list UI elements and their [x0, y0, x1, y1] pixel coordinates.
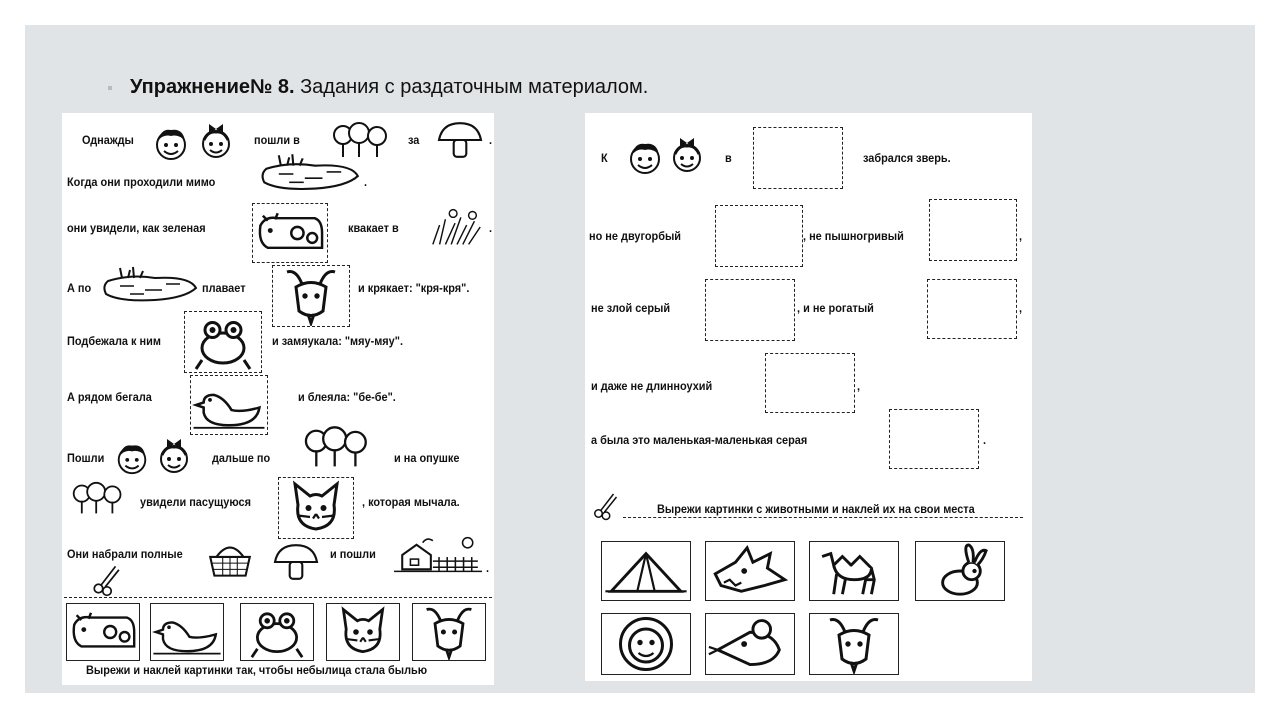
text-i-poshli: и пошли [330, 549, 376, 561]
mushroom-picture-2 [268, 541, 324, 583]
cutout-cow[interactable] [66, 603, 140, 661]
paste-slot-cat[interactable] [278, 477, 354, 539]
text-na-opushke: и на опушке [394, 453, 460, 465]
text-podbezhala: Подбежала к ним [67, 336, 161, 348]
paste-slot-camel[interactable] [715, 205, 803, 267]
text-comma-3: , [857, 381, 861, 393]
sheet1-footer: Вырежи и наклей картинки так, чтобы небылица стала былью [86, 665, 428, 677]
text-ryadom-begala: А рядом бегала [67, 392, 152, 404]
paste-slot-place[interactable] [753, 127, 843, 189]
worksheet-right [585, 113, 1032, 681]
paste-slot-lion[interactable] [929, 199, 1017, 261]
text-dlinnoukhii: и даже не длинноухий [591, 381, 713, 393]
trees-picture-2 [66, 481, 130, 517]
text-bleyala: и блеяла: "бе-бе". [298, 392, 396, 404]
basket-picture [204, 537, 256, 581]
text-kogda: Когда они проходили мимо [67, 177, 216, 189]
text-a-po: А по [67, 283, 92, 295]
text-za: за [408, 135, 420, 147]
text-pyshnogrivyi: , не пышногривый [803, 231, 904, 243]
cutout-goat-2[interactable] [809, 613, 899, 675]
text-k: К [601, 153, 608, 165]
pond-picture-2 [100, 263, 200, 309]
text-period-1: . [489, 135, 493, 147]
cutout-goat[interactable] [412, 603, 486, 661]
text-dvugorbyi: но не двугорбый [589, 231, 682, 243]
cutout-mouse[interactable] [705, 613, 795, 675]
text-zabralsya: забрался зверь. [863, 153, 951, 165]
cut-line-2 [623, 517, 1023, 518]
paste-slot-goat[interactable] [272, 265, 350, 327]
text-zloi-seryi: не злой серый [591, 303, 671, 315]
text-kryakaet: и крякает: "кря-кря". [358, 283, 470, 295]
text-poshli: Пошли [67, 453, 105, 465]
text-odnazhdy: Однажды [82, 135, 134, 147]
scissors-icon [90, 563, 124, 597]
scissors-icon-2 [591, 489, 621, 523]
cutout-camel[interactable] [809, 541, 899, 601]
text-period-3: . [489, 223, 493, 235]
text-plavaet: плавает [202, 283, 246, 295]
paste-slot-cow[interactable] [252, 203, 328, 263]
text-period-4: . [486, 563, 490, 575]
cutout-duck[interactable] [150, 603, 224, 661]
grass-picture [428, 205, 486, 249]
girl-picture-2 [154, 435, 194, 477]
text-comma-2: , [1019, 303, 1023, 315]
cutout-cat[interactable] [326, 603, 400, 661]
paste-slot-mouse[interactable] [889, 409, 979, 469]
text-dalshe-po: дальше по [212, 453, 271, 465]
text-malenkaya-seraya: а была это маленькая-маленькая серая [591, 435, 808, 447]
text-zamyaukala: и замяукала: "мяу-мяу". [272, 336, 403, 348]
cut-line [64, 597, 492, 598]
title-bold: Упражнение№ 8. [130, 76, 295, 98]
cutout-lion[interactable] [601, 613, 691, 675]
mushroom-picture [432, 119, 488, 161]
title-rest: Задания с раздаточным материалом. [294, 76, 649, 98]
paste-slot-wolf[interactable] [705, 279, 795, 341]
girl-picture-3 [667, 133, 707, 177]
text-nabrali: Они набрали полные [67, 549, 183, 561]
girl-picture [196, 119, 236, 163]
paste-slot-goat-2[interactable] [927, 279, 1017, 339]
slide-title [130, 76, 648, 99]
paste-slot-frog[interactable] [184, 311, 262, 373]
boy-picture-2 [112, 439, 152, 477]
text-period-5: . [983, 435, 987, 447]
paste-slot-rabbit[interactable] [765, 353, 855, 413]
text-kvakaet: квакает в [348, 223, 399, 235]
text-rogatyi: , и не рогатый [797, 303, 874, 315]
road-trees-picture [292, 425, 382, 471]
paste-slot-duck[interactable] [190, 375, 268, 435]
cutout-rabbit[interactable] [915, 541, 1005, 601]
text-poshli-v: пошли в [254, 135, 300, 147]
worksheet-left [62, 113, 494, 685]
cutout-tent[interactable] [601, 541, 691, 601]
text-comma-1: , [1019, 231, 1023, 243]
text-pasushchuyusya: увидели пасущуюся [140, 497, 251, 509]
sheet2-instruction: Вырежи картинки с животными и наклей их на свои места [657, 504, 975, 516]
pond-picture [258, 153, 362, 195]
cutout-frog[interactable] [240, 603, 314, 661]
text-mychala: , которая мычала. [362, 497, 460, 509]
village-picture [392, 533, 484, 577]
bullet-marker [108, 86, 112, 90]
text-period-2: . [364, 177, 368, 189]
boy-picture-3 [625, 137, 665, 177]
cutout-wolf[interactable] [705, 541, 795, 601]
text-v: в [725, 153, 732, 165]
text-uvideli: они увидели, как зеленая [67, 223, 206, 235]
boy-picture [150, 123, 192, 163]
